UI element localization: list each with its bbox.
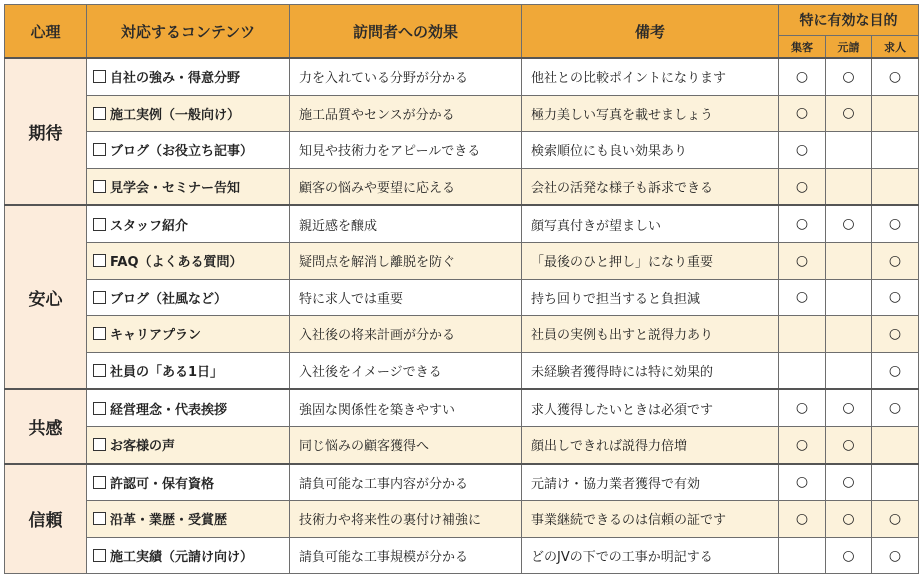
- table-row: [5, 132, 919, 169]
- checkbox-icon[interactable]: [93, 107, 106, 120]
- mark-attract: ○: [779, 242, 826, 279]
- header-note: 備考: [522, 5, 779, 59]
- mark-contractor: [826, 352, 872, 389]
- psychology-group-label: 信頼: [5, 464, 87, 574]
- effect-cell: 特に求人では重要: [290, 279, 522, 316]
- mark-recruit: ○: [872, 389, 919, 426]
- content-cell: [87, 58, 290, 95]
- mark-attract: ○: [779, 501, 826, 538]
- content-label: 経営理念・代表挨拶: [110, 402, 228, 418]
- effect-cell: 同じ悩みの顧客獲得へ: [290, 426, 522, 463]
- content-label: 自社の強み・得意分野: [110, 71, 241, 87]
- effect-cell: 知見や技術力をアピールできる: [290, 132, 522, 169]
- mark-attract: ○: [779, 279, 826, 316]
- mark-recruit: [872, 95, 919, 132]
- content-label: スタッフ紹介: [110, 218, 189, 234]
- table-row: [5, 279, 919, 316]
- effect-cell: 疑問点を解消し離脱を防ぐ: [290, 242, 522, 279]
- mark-attract: ○: [779, 389, 826, 426]
- checkbox-icon[interactable]: [93, 476, 106, 489]
- mark-attract: ○: [779, 95, 826, 132]
- mark-contractor: ○: [826, 426, 872, 463]
- effect-cell: 施工品質やセンスが分かる: [290, 95, 522, 132]
- content-cell: [87, 205, 290, 242]
- mark-contractor: ○: [826, 537, 872, 574]
- mark-recruit: ○: [872, 501, 919, 538]
- content-cell: [87, 464, 290, 501]
- mark-contractor: [826, 279, 872, 316]
- table-row: [5, 464, 919, 501]
- content-label: 見学会・セミナー告知: [110, 181, 241, 197]
- mark-contractor: [826, 242, 872, 279]
- checkbox-icon[interactable]: [93, 512, 106, 525]
- checkbox-icon[interactable]: [93, 402, 106, 415]
- table-row: [5, 58, 919, 95]
- content-label: 社員の「ある1日」: [110, 365, 224, 381]
- checkbox-icon[interactable]: [93, 70, 106, 83]
- table-row: [5, 168, 919, 205]
- mark-attract: ○: [779, 426, 826, 463]
- note-cell: 未経験者獲得時には特に効果的: [522, 352, 779, 389]
- effect-cell: 力を入れている分野が分かる: [290, 58, 522, 95]
- header-content: 対応するコンテンツ: [87, 5, 290, 59]
- checkbox-icon[interactable]: [93, 327, 106, 340]
- table-row: [5, 242, 919, 279]
- mark-attract: ○: [779, 168, 826, 205]
- psychology-group-label: 安心: [5, 205, 87, 389]
- mark-recruit: [872, 132, 919, 169]
- mark-attract: [779, 537, 826, 574]
- note-cell: 顔写真付きが望ましい: [522, 205, 779, 242]
- checkbox-icon[interactable]: [93, 218, 106, 231]
- effect-cell: 請負可能な工事内容が分かる: [290, 464, 522, 501]
- content-cell: [87, 501, 290, 538]
- checkbox-icon[interactable]: [93, 364, 106, 377]
- mark-recruit: [872, 464, 919, 501]
- mark-recruit: ○: [872, 58, 919, 95]
- content-label: 施工実例（一般向け）: [110, 107, 241, 123]
- note-cell: 求人獲得したいときは必須です: [522, 389, 779, 426]
- header-purpose-contractor: 元請: [826, 36, 872, 59]
- mark-contractor: ○: [826, 58, 872, 95]
- mark-recruit: [872, 426, 919, 463]
- mark-attract: ○: [779, 464, 826, 501]
- note-cell: 元請け・協力業者獲得で有効: [522, 464, 779, 501]
- content-cell: [87, 132, 290, 169]
- note-cell: 極力美しい写真を載せましょう: [522, 95, 779, 132]
- content-label: ブログ（社風など）: [110, 291, 228, 307]
- mark-recruit: ○: [872, 316, 919, 353]
- table-row: [5, 426, 919, 463]
- mark-contractor: [826, 132, 872, 169]
- mark-recruit: ○: [872, 279, 919, 316]
- header-purpose-attract: 集客: [779, 36, 826, 59]
- header-purpose: 特に有効な目的: [779, 5, 919, 36]
- table-body: [5, 58, 919, 574]
- note-cell: 検索順位にも良い効果あり: [522, 132, 779, 169]
- header-purpose-recruit: 求人: [872, 36, 919, 59]
- mark-contractor: ○: [826, 464, 872, 501]
- effect-cell: 顧客の悩みや要望に応える: [290, 168, 522, 205]
- table-row: [5, 316, 919, 353]
- note-cell: 会社の活発な様子も訴求できる: [522, 168, 779, 205]
- note-cell: 「最後のひと押し」になり重要: [522, 242, 779, 279]
- mark-attract: ○: [779, 132, 826, 169]
- mark-attract: [779, 316, 826, 353]
- table-row: [5, 389, 919, 426]
- table-row: [5, 352, 919, 389]
- table-row: [5, 205, 919, 242]
- checkbox-icon[interactable]: [93, 438, 106, 451]
- mark-contractor: [826, 168, 872, 205]
- effect-cell: 請負可能な工事規模が分かる: [290, 537, 522, 574]
- note-cell: 社員の実例も出すと説得力あり: [522, 316, 779, 353]
- header-effect: 訪問者への効果: [290, 5, 522, 59]
- note-cell: どのJVの下での工事か明記する: [522, 537, 779, 574]
- effect-cell: 入社後をイメージできる: [290, 352, 522, 389]
- psychology-group-label: 共感: [5, 389, 87, 463]
- mark-contractor: [826, 316, 872, 353]
- content-label: お客様の声: [110, 439, 176, 455]
- psychology-group-label: 期待: [5, 58, 87, 205]
- content-cell: [87, 537, 290, 574]
- content-label: FAQ（よくある質問）: [110, 255, 243, 271]
- effect-cell: 入社後の将来計画が分かる: [290, 316, 522, 353]
- content-label: 施工実績（元請け向け）: [110, 550, 254, 566]
- checkbox-icon[interactable]: [93, 549, 106, 562]
- content-cell: [87, 316, 290, 353]
- mark-contractor: ○: [826, 501, 872, 538]
- table-row: [5, 95, 919, 132]
- mark-recruit: ○: [872, 537, 919, 574]
- effect-cell: 親近感を醸成: [290, 205, 522, 242]
- note-cell: 事業継続できるのは信頼の証です: [522, 501, 779, 538]
- mark-attract: [779, 352, 826, 389]
- content-cell: [87, 242, 290, 279]
- mark-contractor: ○: [826, 95, 872, 132]
- table-row: [5, 501, 919, 538]
- checkbox-icon[interactable]: [93, 254, 106, 267]
- effect-cell: 技術力や将来性の裏付け補強に: [290, 501, 522, 538]
- content-cell: [87, 352, 290, 389]
- note-cell: 持ち回りで担当すると負担減: [522, 279, 779, 316]
- mark-attract: ○: [779, 58, 826, 95]
- checkbox-icon[interactable]: [93, 291, 106, 304]
- mark-recruit: ○: [872, 205, 919, 242]
- table-row: [5, 537, 919, 574]
- content-label: 許認可・保有資格: [110, 476, 215, 492]
- content-cell: [87, 279, 290, 316]
- checkbox-icon[interactable]: [93, 180, 106, 193]
- mark-recruit: [872, 168, 919, 205]
- mark-attract: ○: [779, 205, 826, 242]
- content-cell: [87, 426, 290, 463]
- content-cell: [87, 168, 290, 205]
- content-label: キャリアプラン: [110, 328, 202, 344]
- content-label: ブログ（お役立ち記事）: [110, 144, 254, 160]
- effect-cell: 強固な関係性を築きやすい: [290, 389, 522, 426]
- content-cell: [87, 95, 290, 132]
- note-cell: 顔出しできれば説得力倍増: [522, 426, 779, 463]
- header-psychology: 心理: [5, 5, 87, 59]
- content-label: 沿革・業歴・受賞歴: [110, 513, 228, 529]
- mark-contractor: ○: [826, 389, 872, 426]
- note-cell: 他社との比較ポイントになります: [522, 58, 779, 95]
- mark-recruit: ○: [872, 352, 919, 389]
- content-cell: [87, 389, 290, 426]
- checkbox-icon[interactable]: [93, 143, 106, 156]
- mark-contractor: ○: [826, 205, 872, 242]
- mark-recruit: ○: [872, 242, 919, 279]
- content-table: [4, 4, 919, 574]
